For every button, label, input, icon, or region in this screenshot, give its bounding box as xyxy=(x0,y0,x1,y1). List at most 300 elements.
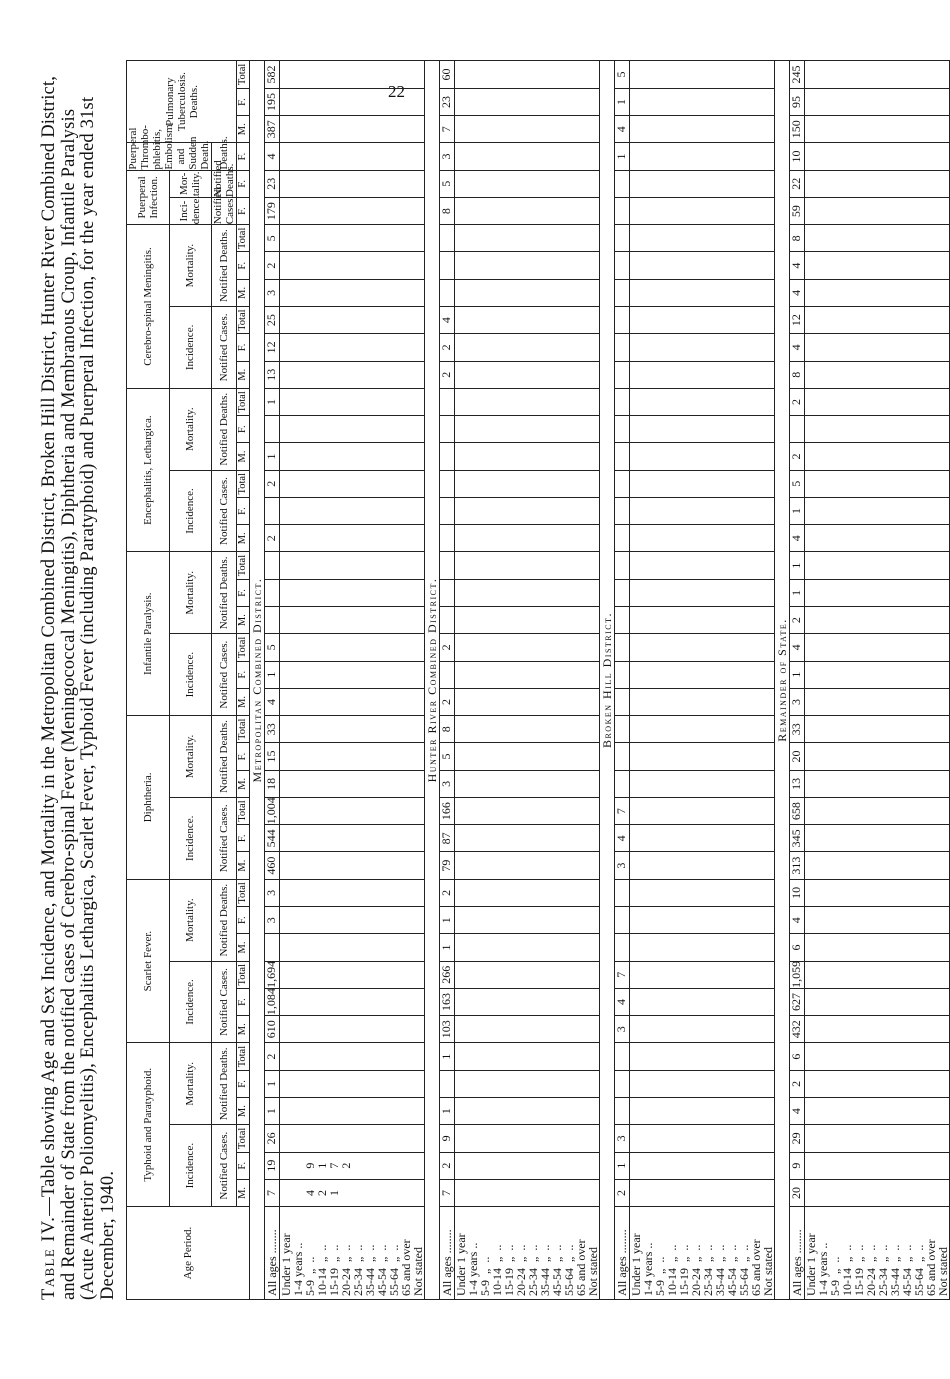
age-breakdown-cell xyxy=(455,225,600,252)
total-cell: 4 xyxy=(615,116,630,143)
total-cell: 1 xyxy=(265,443,280,470)
total-cell: 1 xyxy=(265,661,280,688)
total-cell: 4 xyxy=(790,1098,805,1125)
row-label-age-breakdown: Under 1 year 1-4 years .. 5-9 „ .. 10-14 „ .. 15-19 „ .. 20-24 „ .. 25-34 „ .. 35-44 „ .. 45-54 „ .. 55-64 „ .. 65 and over Not stated xyxy=(805,1207,950,1300)
total-cell: 7 xyxy=(440,116,455,143)
total-cell: 1 xyxy=(440,1043,455,1070)
total-cell: 1,004 xyxy=(264,797,278,825)
total-cell: 2 xyxy=(615,1179,630,1206)
all-ages-row xyxy=(615,61,630,1300)
total-cell: 4 xyxy=(265,143,280,170)
header-male: M. xyxy=(237,607,250,634)
total-cell: 3 xyxy=(265,279,280,306)
age-breakdown-cell xyxy=(455,688,600,715)
header-female: F. xyxy=(237,743,250,770)
total-cell: 7 xyxy=(615,797,630,824)
age-breakdown-cell xyxy=(630,143,775,170)
age-breakdown-cell xyxy=(455,307,600,334)
header-female: F. xyxy=(237,197,250,224)
total-cell xyxy=(265,552,280,579)
age-breakdown-cell xyxy=(280,388,425,415)
total-cell: 1 xyxy=(615,143,630,170)
total-cell: 4 xyxy=(790,252,805,279)
age-breakdown-cell xyxy=(455,743,600,770)
age-breakdown-cell xyxy=(455,797,600,824)
age-breakdown-cell xyxy=(280,607,425,634)
age-breakdown-cell xyxy=(280,470,425,497)
total-cell xyxy=(615,225,630,252)
sex-header-row xyxy=(237,61,250,1300)
header-male: M. xyxy=(237,525,250,552)
total-cell xyxy=(615,279,630,306)
header-female: F. xyxy=(237,143,250,170)
header-total: Total xyxy=(237,388,250,415)
total-cell: 1 xyxy=(265,1070,280,1097)
header-total: Total xyxy=(237,879,250,906)
table-body xyxy=(250,61,950,1300)
age-breakdown-cell xyxy=(455,525,600,552)
section-title: Broken Hill District. xyxy=(600,61,615,1300)
age-breakdown-cell xyxy=(280,879,425,906)
total-cell: 1,694 xyxy=(264,960,278,988)
total-cell: 1 xyxy=(615,88,630,115)
age-breakdown-cell xyxy=(805,688,950,715)
total-cell xyxy=(615,688,630,715)
rotated-table-page xyxy=(39,60,950,1300)
header-female: F. xyxy=(237,416,250,443)
total-cell: 15 xyxy=(265,743,280,770)
total-cell: 266 xyxy=(440,961,455,988)
total-cell xyxy=(615,252,630,279)
age-breakdown-cell xyxy=(630,307,775,334)
header-male: M. xyxy=(237,116,250,143)
total-cell xyxy=(615,552,630,579)
total-cell: 313 xyxy=(790,852,805,879)
total-cell xyxy=(615,907,630,934)
age-breakdown-cell xyxy=(805,1043,950,1070)
total-cell xyxy=(265,934,280,961)
total-cell: 60 xyxy=(440,61,455,89)
total-cell xyxy=(615,307,630,334)
header-female: F. xyxy=(237,825,250,852)
header-female: F. xyxy=(237,907,250,934)
age-breakdown-cell xyxy=(630,797,775,824)
total-cell xyxy=(440,470,455,497)
total-cell: 1 xyxy=(790,579,805,606)
total-cell: 4 xyxy=(615,825,630,852)
header-female: F. xyxy=(237,497,250,524)
total-cell: 3 xyxy=(265,907,280,934)
total-cell: 13 xyxy=(790,770,805,797)
total-cell: 2 xyxy=(265,252,280,279)
age-breakdown-cell xyxy=(630,1152,775,1179)
section-title: Metropolitan Combined District. xyxy=(250,61,265,1300)
age-breakdown-cell xyxy=(805,225,950,252)
total-cell: 33 xyxy=(790,716,805,743)
age-breakdown-cell xyxy=(805,1016,950,1043)
row-label-all-ages: All ages ........ xyxy=(790,1207,805,1300)
age-breakdown-cell xyxy=(455,1125,600,1152)
age-breakdown-cell xyxy=(455,607,600,634)
total-cell: 4 xyxy=(790,634,805,661)
total-cell xyxy=(615,579,630,606)
age-breakdown-cell xyxy=(280,907,425,934)
age-breakdown-cell xyxy=(630,743,775,770)
header-female: F. xyxy=(237,252,250,279)
age-breakdown-cell xyxy=(805,1070,950,1097)
total-cell xyxy=(615,197,630,224)
age-breakdown-cell xyxy=(630,61,775,89)
age-breakdown-cell xyxy=(630,252,775,279)
total-cell: 658 xyxy=(790,797,805,824)
total-cell: 5 xyxy=(265,225,280,252)
age-breakdown-cell xyxy=(280,825,425,852)
total-cell xyxy=(615,525,630,552)
age-breakdown-cell xyxy=(455,1179,600,1206)
age-breakdown-cell xyxy=(455,416,600,443)
age-breakdown-cell xyxy=(455,279,600,306)
header-male: M. xyxy=(237,934,250,961)
total-cell: 582 xyxy=(265,61,280,89)
total-cell: 79 xyxy=(440,852,455,879)
section-row xyxy=(775,61,790,1300)
row-label-age-breakdown: Under 1 year 1-4 years .. 5-9 „ .. 10-14 „ .. 15-19 „ .. 20-24 „ .. 25-34 „ .. 35-44 „ .. 45-54 „ .. 55-64 „ .. 65 and over Not stated xyxy=(455,1207,600,1300)
header-female: F. xyxy=(237,1152,250,1179)
age-breakdown-cell xyxy=(805,525,950,552)
age-breakdown-cell xyxy=(455,907,600,934)
age-breakdown-cell xyxy=(805,797,950,824)
header-total: Total xyxy=(237,552,250,579)
header-total: Total xyxy=(237,61,250,89)
age-breakdown-cell xyxy=(280,1043,425,1070)
total-cell xyxy=(615,743,630,770)
age-breakdown-cell xyxy=(805,934,950,961)
header-total: Total xyxy=(237,470,250,497)
header-female: F. xyxy=(237,170,250,197)
age-breakdown-cell xyxy=(455,879,600,906)
total-cell: 8 xyxy=(440,197,455,224)
header-total: Total xyxy=(237,225,250,252)
age-breakdown-cell xyxy=(455,634,600,661)
total-cell: 1 xyxy=(440,934,455,961)
header-female: F. xyxy=(237,988,250,1015)
age-breakdown-row xyxy=(455,61,600,1300)
total-cell: 7 xyxy=(440,1179,455,1206)
age-breakdown-cell xyxy=(280,525,425,552)
total-cell: 5 xyxy=(440,743,455,770)
header-scarlet-fever: Scarlet Fever. xyxy=(127,879,170,1043)
header-female: F. xyxy=(237,579,250,606)
age-breakdown-cell xyxy=(455,988,600,1015)
age-breakdown-cell xyxy=(455,88,600,115)
age-breakdown-row xyxy=(630,61,775,1300)
age-breakdown-cell xyxy=(280,552,425,579)
row-label-age-breakdown: Under 1 year 1-4 years .. 5-9 „ .. 10-14 „ .. 15-19 „ .. 20-24 „ .. 25-34 „ .. 35-44 „ .. 45-54 „ .. 55-64 „ .. 65 and over Not stated xyxy=(630,1207,775,1300)
age-breakdown-cell xyxy=(455,361,600,388)
total-cell: 6 xyxy=(790,934,805,961)
age-breakdown-cell xyxy=(280,716,425,743)
age-breakdown-cell xyxy=(630,988,775,1015)
age-breakdown-cell xyxy=(280,988,425,1015)
age-breakdown-cell xyxy=(280,361,425,388)
total-cell: 23 xyxy=(440,88,455,115)
age-breakdown-cell xyxy=(280,116,425,143)
total-cell xyxy=(615,770,630,797)
age-breakdown-cell xyxy=(630,497,775,524)
total-cell: 195 xyxy=(265,88,280,115)
total-cell xyxy=(615,470,630,497)
age-breakdown-cell xyxy=(805,961,950,988)
age-breakdown-cell xyxy=(805,852,950,879)
total-cell: 1 xyxy=(440,907,455,934)
total-cell: 5 xyxy=(790,470,805,497)
age-breakdown-cell xyxy=(630,197,775,224)
total-cell xyxy=(265,579,280,606)
header-age-period: Age Period. xyxy=(127,1207,250,1300)
age-breakdown-cell xyxy=(455,716,600,743)
total-cell: 3 xyxy=(265,879,280,906)
age-breakdown-cell xyxy=(455,443,600,470)
total-cell: 103 xyxy=(440,1016,455,1043)
total-cell: 2 xyxy=(265,525,280,552)
total-cell: 2 xyxy=(440,361,455,388)
total-cell: 610 xyxy=(265,1016,280,1043)
age-breakdown-cell: 9 1 7 2 xyxy=(280,1152,425,1179)
total-cell: 544 xyxy=(265,825,280,852)
total-cell: 2 xyxy=(440,688,455,715)
age-breakdown-cell xyxy=(805,334,950,361)
age-breakdown-cell xyxy=(630,88,775,115)
age-breakdown-cell xyxy=(630,552,775,579)
total-cell: 7 xyxy=(615,961,630,988)
header-notified-cases: Notified Cases. xyxy=(212,470,237,552)
total-cell xyxy=(265,607,280,634)
total-cell: 7 xyxy=(265,1179,280,1206)
age-breakdown-cell xyxy=(280,1125,425,1152)
age-breakdown-cell xyxy=(280,416,425,443)
age-breakdown-cell xyxy=(630,879,775,906)
total-cell: 6 xyxy=(790,1043,805,1070)
age-breakdown-cell xyxy=(280,170,425,197)
header-total: Total xyxy=(237,961,250,988)
total-cell: 26 xyxy=(265,1125,280,1152)
total-cell: 9 xyxy=(790,1152,805,1179)
age-breakdown-cell xyxy=(630,225,775,252)
total-cell: 460 xyxy=(265,852,280,879)
total-cell xyxy=(440,225,455,252)
total-cell: 5 xyxy=(265,634,280,661)
age-breakdown-cell xyxy=(805,143,950,170)
header-mortality: Mortality. xyxy=(169,1043,212,1125)
header-total: Total xyxy=(237,1043,250,1070)
total-cell: 1 xyxy=(790,552,805,579)
age-breakdown-cell xyxy=(805,170,950,197)
total-cell: 2 xyxy=(790,388,805,415)
header-tb-deaths: Deaths. xyxy=(187,85,200,119)
age-breakdown-cell xyxy=(280,634,425,661)
age-breakdown-cell xyxy=(630,1125,775,1152)
total-cell: 8 xyxy=(790,225,805,252)
total-cell: 387 xyxy=(265,116,280,143)
age-breakdown-cell xyxy=(280,1098,425,1125)
age-breakdown-cell xyxy=(280,579,425,606)
age-breakdown-cell xyxy=(630,334,775,361)
age-breakdown-cell xyxy=(280,197,425,224)
row-label-all-ages: All ages ........ xyxy=(615,1207,630,1300)
header-puerperal-thrombo: Puerperal Thrombo-phlebitis, Embolism and Sudden Death. xyxy=(127,124,211,170)
total-cell: 2 xyxy=(790,607,805,634)
total-cell: 345 xyxy=(790,825,805,852)
age-breakdown-cell xyxy=(630,634,775,661)
total-cell: 23 xyxy=(265,170,280,197)
header-notified-deaths: Notified Deaths. xyxy=(212,879,237,961)
age-breakdown-cell xyxy=(805,607,950,634)
age-breakdown-cell xyxy=(455,470,600,497)
age-breakdown-cell xyxy=(630,961,775,988)
total-cell xyxy=(440,443,455,470)
total-cell: 2 xyxy=(790,443,805,470)
total-cell: 3 xyxy=(440,143,455,170)
total-cell: 4 xyxy=(790,279,805,306)
age-breakdown-row xyxy=(805,61,950,1300)
total-cell: 87 xyxy=(440,825,455,852)
total-cell: 2 xyxy=(440,334,455,361)
page-number: 22 xyxy=(388,82,405,101)
age-breakdown-cell xyxy=(630,361,775,388)
age-breakdown-row xyxy=(280,61,425,1300)
age-breakdown-cell xyxy=(805,388,950,415)
age-breakdown-cell xyxy=(805,552,950,579)
total-cell xyxy=(440,607,455,634)
total-cell: 59 xyxy=(790,197,805,224)
age-breakdown-cell xyxy=(455,388,600,415)
total-cell: 2 xyxy=(790,1070,805,1097)
table-title xyxy=(40,60,118,1300)
total-cell: 1 xyxy=(440,1098,455,1125)
header-total: Total xyxy=(237,307,250,334)
total-cell: 13 xyxy=(265,361,280,388)
total-cell: 2 xyxy=(440,634,455,661)
row-label-all-ages: All ages ........ xyxy=(440,1207,455,1300)
total-cell xyxy=(615,1070,630,1097)
total-cell: 18 xyxy=(265,770,280,797)
age-breakdown-cell xyxy=(805,879,950,906)
header-notified-deaths: Notified Deaths. xyxy=(212,160,236,197)
header-notified-cases: Notified Cases. xyxy=(212,187,236,225)
row-label-age-breakdown: Under 1 year 1-4 years .. 5-9 „ .. 10-14 „ .. 15-19 „ .. 20-24 „ .. 25-34 „ .. 35-44 „ .. 45-54 „ .. 55-64 „ .. 65 and over Not stated xyxy=(280,1207,425,1300)
total-cell: 2 xyxy=(265,1043,280,1070)
age-breakdown-cell xyxy=(630,1070,775,1097)
total-cell xyxy=(615,388,630,415)
age-breakdown-cell xyxy=(805,470,950,497)
total-cell: 3 xyxy=(615,1125,630,1152)
age-breakdown-cell xyxy=(280,334,425,361)
total-cell xyxy=(615,661,630,688)
age-breakdown-cell xyxy=(630,416,775,443)
header-mortality: Mortality. xyxy=(169,552,212,634)
total-cell: 3 xyxy=(440,770,455,797)
age-breakdown-cell xyxy=(805,416,950,443)
all-ages-row xyxy=(790,61,805,1300)
age-breakdown-cell xyxy=(805,579,950,606)
age-breakdown-cell xyxy=(805,197,950,224)
header-notified-deaths: Notified Deaths. xyxy=(212,716,237,798)
age-breakdown-cell xyxy=(455,961,600,988)
header-male: M. xyxy=(237,1016,250,1043)
age-breakdown-cell: 4 2 1 xyxy=(280,1179,425,1206)
total-cell xyxy=(440,388,455,415)
header-male: M. xyxy=(237,688,250,715)
total-cell: 166 xyxy=(440,797,455,824)
total-cell: 22 xyxy=(790,170,805,197)
age-breakdown-cell xyxy=(805,743,950,770)
total-cell: 150 xyxy=(790,116,805,143)
header-tb-title: Pulmonary Tuberculosis. xyxy=(163,72,188,132)
total-cell: 4 xyxy=(790,907,805,934)
age-breakdown-cell xyxy=(805,661,950,688)
total-cell: 3 xyxy=(615,852,630,879)
age-breakdown-cell xyxy=(805,1125,950,1152)
age-breakdown-cell xyxy=(455,770,600,797)
header-total: Total xyxy=(237,1125,250,1152)
header-incidence: Incidence. xyxy=(169,470,212,552)
age-breakdown-cell xyxy=(805,1152,950,1179)
age-breakdown-cell xyxy=(805,61,950,89)
age-breakdown-cell xyxy=(805,361,950,388)
age-breakdown-cell xyxy=(455,825,600,852)
age-breakdown-cell xyxy=(280,1070,425,1097)
age-breakdown-cell xyxy=(280,307,425,334)
section-row xyxy=(250,61,265,1300)
total-cell: 12 xyxy=(790,307,805,334)
age-breakdown-cell xyxy=(455,1016,600,1043)
total-cell: 95 xyxy=(790,88,805,115)
total-cell: 10 xyxy=(790,143,805,170)
total-cell: 2 xyxy=(265,470,280,497)
total-cell xyxy=(440,552,455,579)
total-cell: 432 xyxy=(790,1016,805,1043)
total-cell: 2 xyxy=(440,879,455,906)
age-breakdown-cell xyxy=(630,607,775,634)
age-breakdown-cell xyxy=(280,797,425,824)
total-cell xyxy=(615,361,630,388)
total-cell: 1,059 xyxy=(789,960,803,988)
total-cell: 4 xyxy=(615,988,630,1015)
age-breakdown-cell xyxy=(280,661,425,688)
total-cell: 19 xyxy=(265,1152,280,1179)
section-title: Hunter River Combined District. xyxy=(425,61,440,1300)
total-cell xyxy=(440,661,455,688)
header-male: M. xyxy=(237,443,250,470)
total-cell xyxy=(265,416,280,443)
age-breakdown-cell xyxy=(805,825,950,852)
total-cell xyxy=(440,1070,455,1097)
age-breakdown-cell xyxy=(280,225,425,252)
header-incidence: Incidence. xyxy=(169,307,212,389)
header-typhoid: Typhoid and Paratyphoid. xyxy=(127,1043,170,1207)
table-title-text: —Table showing Age and Sex Incidence, and Mortality in the Metropolitan Combined District, Broken Hill District, Hunter River Combined District, and Remainder of State from the notified cases of Cerebro-spinal Fever (Meningococcal Meningitis), Diphtheria and Membranous Croup, Infantile Paralysis (Acute Anterior Poliomyelitis), Encephalitis Lethargica, Scarlet Fever, Typhoid Fever (including Paratyphoid) and Puerperal Infection, for the year ended 31st December, 1940. xyxy=(39,75,118,1300)
statistics-table xyxy=(126,60,950,1300)
age-breakdown-cell xyxy=(455,143,600,170)
header-female: F. xyxy=(237,1070,250,1097)
age-breakdown-cell xyxy=(455,579,600,606)
age-breakdown-cell xyxy=(630,170,775,197)
header-incidence-short: Inci-dence. xyxy=(169,197,212,224)
age-breakdown-cell xyxy=(455,934,600,961)
total-cell: 25 xyxy=(265,307,280,334)
age-breakdown-cell xyxy=(455,252,600,279)
row-label-all-ages: All ages ........ xyxy=(265,1207,280,1300)
